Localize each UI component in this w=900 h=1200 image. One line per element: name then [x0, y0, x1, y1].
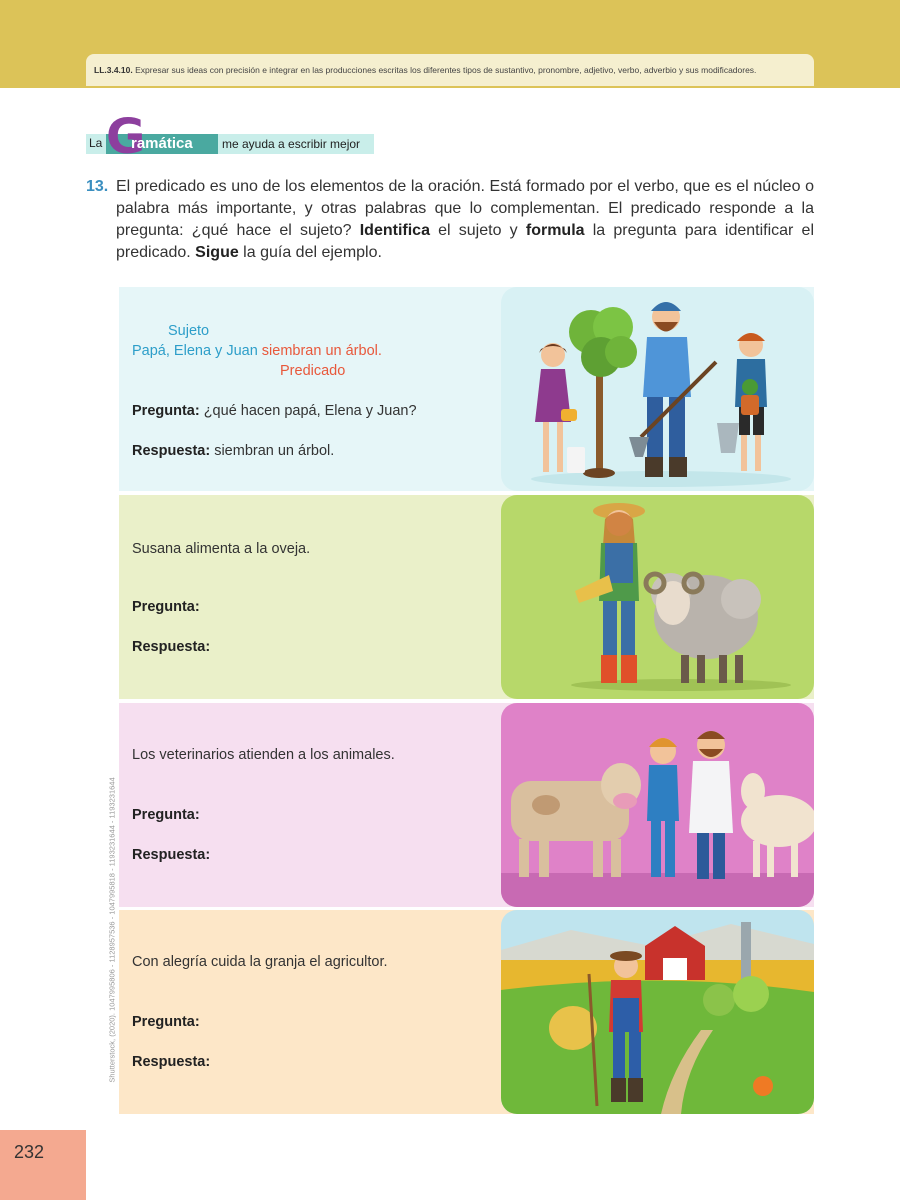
- section-banner: [86, 109, 374, 165]
- question-label: Pregunta:: [132, 1014, 200, 1030]
- banner-prefix: La: [89, 136, 103, 150]
- banner-big-letter: G: [106, 109, 146, 165]
- answer-label: Respuesta:: [132, 847, 211, 863]
- family-planting-tree-illustration: [501, 287, 814, 491]
- example-question: [132, 403, 417, 419]
- example-predicate: siembran un árbol.: [261, 343, 382, 359]
- objective-text: Expresar sus ideas con precisión e integrar en las producciones escritas los diferentes tipos de sustantivo, pronombre, adjetivo, verbo, adverbio y sus modificadores.: [135, 65, 757, 75]
- example-content: [132, 287, 502, 491]
- predicate-label: Predicado: [280, 363, 346, 379]
- image-credit: [104, 740, 120, 1120]
- page-number-tab: [0, 1130, 86, 1200]
- banner-word: ramática: [131, 135, 193, 152]
- exercise-content: [132, 495, 502, 699]
- instruction-bold: formula: [525, 222, 585, 239]
- exercise-panel-2: [119, 703, 814, 907]
- page-number: 232: [14, 1142, 45, 1162]
- activity-instruction: [86, 176, 814, 264]
- answer-label: Respuesta:: [132, 1054, 211, 1070]
- instruction-part: la guía del ejemplo.: [238, 244, 382, 261]
- instruction-text: [116, 176, 814, 264]
- subject-label: Sujeto: [168, 323, 210, 339]
- curriculum-objective: [86, 54, 814, 86]
- question-label: Pregunta:: [132, 403, 200, 419]
- activity-number: 13.: [86, 178, 109, 195]
- answer-text: siembran un árbol.: [214, 443, 335, 459]
- instruction-bold: Identifica: [359, 222, 430, 239]
- exercise-sentence: Con alegría cuida la granja el agricultor.: [132, 954, 388, 970]
- credit-text: Shutterstock, (2020). 1047995806 - 1128957536 - 1047995818 - 1193231644 - 1193231644: [107, 777, 117, 1083]
- instruction-part: el sujeto y: [429, 222, 526, 239]
- exercise-panel-1: [119, 495, 814, 699]
- example-answer: [132, 443, 334, 459]
- example-panel: [119, 287, 814, 491]
- objective-code: LL.3.4.10.: [94, 65, 133, 75]
- exercise-sentence: Susana alimenta a la oveja.: [132, 541, 311, 557]
- instruction-bold: Sigue: [195, 244, 239, 261]
- banner-tail: me ayuda a escribir mejor: [222, 137, 361, 151]
- question-label: Pregunta:: [132, 599, 200, 615]
- veterinarians-with-animals-illustration: [501, 703, 814, 907]
- exercise-content: [132, 703, 502, 907]
- exercise-content: [132, 910, 502, 1114]
- answer-label: Respuesta:: [132, 443, 211, 459]
- exercise-sentence: Los veterinarios atienden a los animales.: [132, 747, 395, 763]
- woman-feeding-sheep-illustration: [501, 495, 814, 699]
- example-sentence: [132, 343, 382, 359]
- farmer-at-farm-illustration: [501, 910, 814, 1114]
- question-label: Pregunta:: [132, 807, 200, 823]
- example-subject: Papá, Elena y Juan: [132, 343, 258, 359]
- question-text: ¿qué hacen papá, Elena y Juan?: [203, 403, 417, 419]
- exercise-panel-3: [119, 910, 814, 1114]
- answer-label: Respuesta:: [132, 639, 211, 655]
- instruction-part: la pregunta para identificar el predicado.: [116, 222, 815, 261]
- instruction-part: El predicado es uno de los elementos de la oración. Está formado por el verbo, que es el núcleo o palabra más importante, y otras palabras que lo complementan. El predicado responde a la pregunta: ¿qué hace el sujeto?: [116, 178, 814, 239]
